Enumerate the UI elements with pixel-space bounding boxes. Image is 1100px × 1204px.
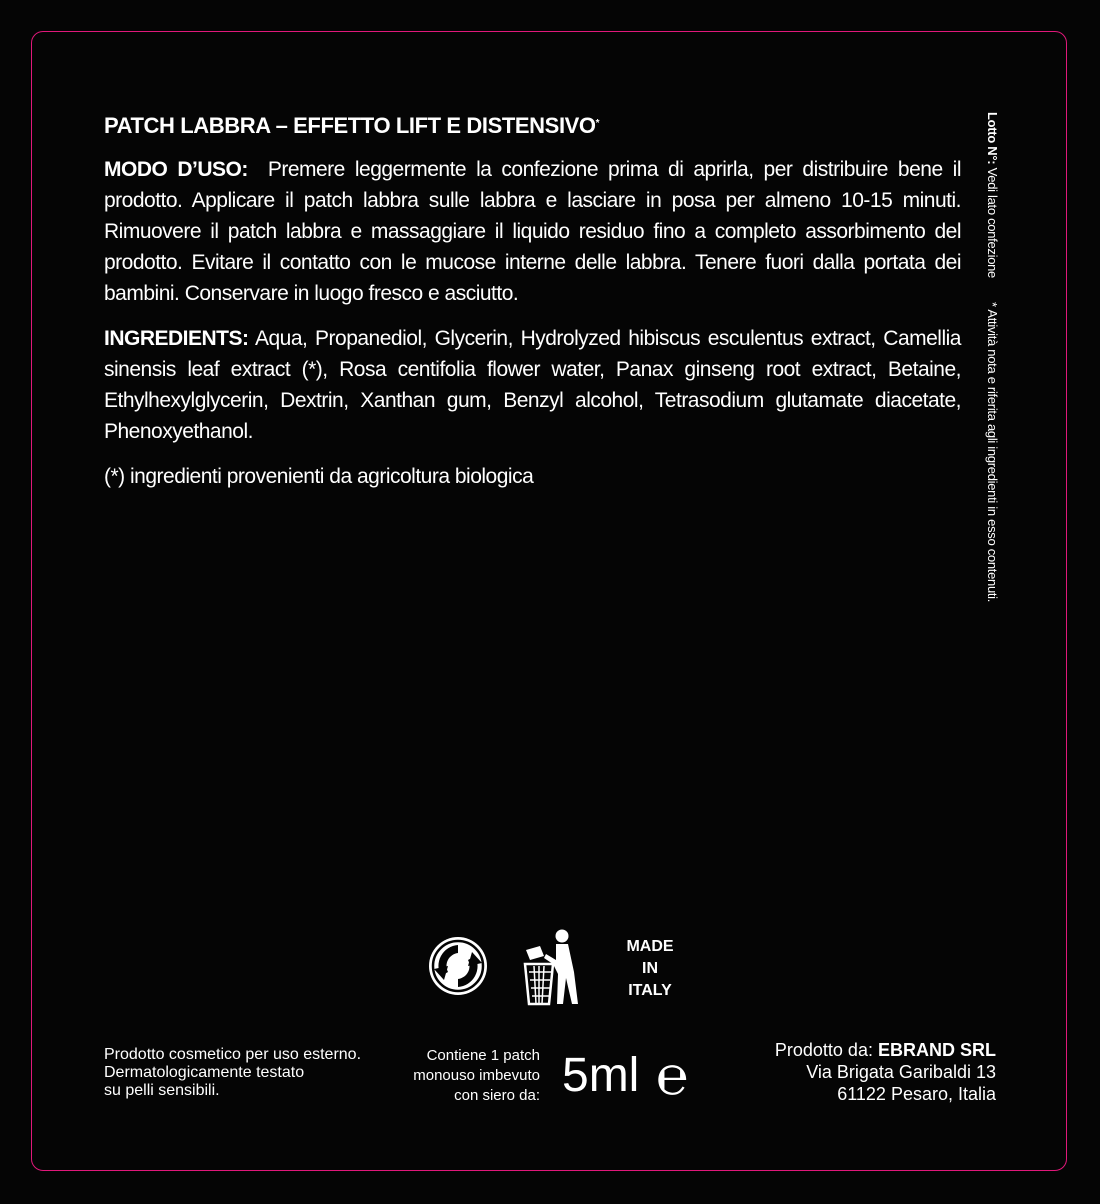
contents-line-3: con siero da: [454,1087,540,1104]
made-line-2: IN [642,960,658,977]
producer-name: EBRAND SRL [877,1040,996,1060]
made-line-1: MADE [626,938,674,955]
notice-line-3: su pelli sensibili. [104,1082,220,1099]
usage-text: Premere leggermente la confezione prima di aprirla, per distribuire bene il prodotto. Applicare il patch labbra sulle labbra e lasciare in posa per almeno 10-15 minuti. Rimuovere il patch labbra e massaggiare il liquido residuo fino a completo assorbimento del prodotto. Evitare il contatto con le mucose interne delle labbra. Tenere fuori dalla portata dei bambini. Conservare in luogo fresco e asciutto. [104,158,961,305]
label-text-block [104,112,961,492]
notice-line-2: Dermatologicamente testato [104,1064,305,1081]
product-title: PATCH LABBRA – EFFETTO LIFT E DISTENSIVO* [104,113,600,138]
ingredients-paragraph [104,323,961,447]
producer-line [775,1039,996,1061]
lot-text: Vedi lato confezione [985,167,1000,278]
volume-value: 5ml [562,1049,640,1102]
ingredients-label: INGREDIENTS: [104,327,249,350]
tidyman-bin-icon [520,928,584,1006]
producer-street: Via Brigata Garibaldi 13 [806,1062,996,1082]
contents-line-1: Contiene 1 patch [426,1047,540,1064]
contents-line-2: monouso imbevuto [413,1067,540,1084]
claim-note: * Attività nota e riferita agli ingredienti in esso contenuti. [985,302,1000,603]
notice-line-1: Prodotto cosmetico per uso esterno. [104,1046,362,1063]
ingredients-text: Aqua, Propanediol, Glycerin, Hydrolyzed hibiscus esculentus extract, Camellia sinensis leaf extract (*), Rosa centifolia flower water, Panax ginseng root extract, Betaine, Ethylhexylglycerin, Dextrin, Xanthan gum, Benzyl alcohol, Tetrasodium glutamate diacetate, Phenoxyethanol. [104,327,961,443]
lot-label: Lotto N°: [985,112,1000,165]
usage-label: MODO D’USO: [104,158,248,181]
estimated-sign-icon: ℮ [656,1044,689,1107]
title-asterisk: * [595,118,600,129]
producer-block [775,1039,996,1105]
contents-text [395,1046,540,1106]
green-dot-recycle-icon [428,936,488,996]
made-line-3: ITALY [628,982,672,999]
usage-paragraph [104,154,961,309]
producer-city: 61122 Pesaro, Italia [837,1084,996,1104]
symbols-row [428,928,688,1008]
vertical-side-text [986,112,1006,692]
producer-label: Prodotto da: [774,1040,873,1060]
made-in-italy [620,936,680,1002]
organic-note: (*) ingredienti provenienti da agricoltura biologica [104,465,534,488]
cosmetic-notice [104,1046,361,1100]
